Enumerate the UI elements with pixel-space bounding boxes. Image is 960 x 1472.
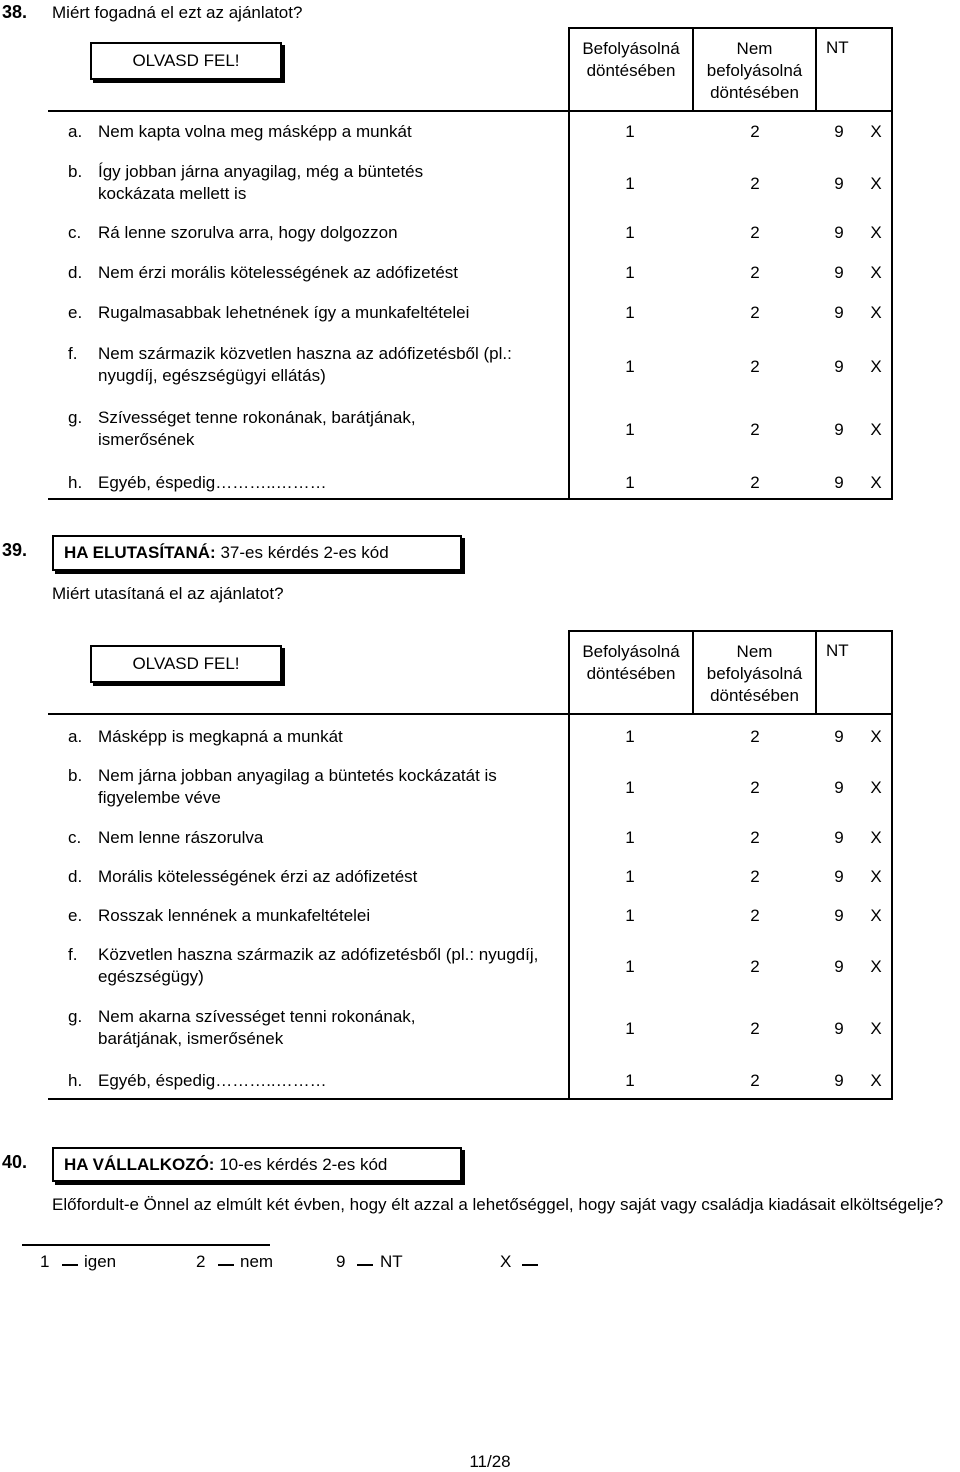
code-9[interactable]: 9 [834,263,844,282]
code-x[interactable]: X [870,357,882,376]
code-x[interactable]: X [870,1071,882,1090]
dash [357,1264,373,1266]
table-border [568,27,893,29]
list-item-letter: d. [68,867,83,886]
code-x[interactable]: X [870,867,882,886]
code-2[interactable]: 2 [750,420,760,439]
code-1[interactable]: 1 [625,867,635,886]
list-item-letter: h. [68,473,83,492]
code-2[interactable]: 2 [750,223,760,242]
code-1[interactable]: 1 [625,1071,635,1090]
code-2[interactable]: 2 [750,778,760,797]
code-2[interactable]: 2 [750,727,760,746]
code-2[interactable]: 2 [750,867,760,886]
list-item-text: Nem járna jobban anyagilag a büntetés kockázatát is figyelembe véve [98,766,497,807]
code-9[interactable]: 9 [834,174,844,193]
list-item-letter: a. [68,122,83,141]
code-x[interactable]: X [870,473,882,492]
code-x[interactable]: X [870,957,882,976]
list-item-text: Morális kötelességének érzi az adófizetést [98,867,418,886]
separator-line [22,1244,270,1246]
table-rule [48,110,893,112]
code-x[interactable]: X [870,906,882,925]
code-2[interactable]: 2 [750,957,760,976]
code-1[interactable]: 1 [625,263,635,282]
question-number: 38. [2,2,28,22]
code-1[interactable]: 1 [625,727,635,746]
list-item-letter: b. [68,162,83,181]
option-code[interactable]: X [500,1252,512,1271]
list-item-letter: e. [68,906,83,925]
code-2[interactable]: 2 [750,828,760,847]
code-2[interactable]: 2 [750,1071,760,1090]
question-text: Miért fogadná el ezt az ajánlatot? [52,3,303,22]
list-item-letter: d. [68,263,83,282]
table-divider [815,630,817,713]
filter-box [52,1147,462,1182]
code-1[interactable]: 1 [625,303,635,322]
option-label: igen [84,1252,117,1271]
code-1[interactable]: 1 [625,957,635,976]
list-item-text: Egyéb, éspedig………..……… [98,1071,327,1090]
filter-label: HA VÁLLALKOZÓ: [64,1155,215,1174]
code-9[interactable]: 9 [834,303,844,322]
list-item-text: Nem lenne rászorulva [98,828,264,847]
code-x[interactable]: X [870,828,882,847]
question-number: 40. [2,1152,28,1172]
list-item-letter: a. [68,727,83,746]
option-code[interactable]: 1 [40,1252,50,1271]
code-2[interactable]: 2 [750,263,760,282]
list-item-text: Rá lenne szorulva arra, hogy dolgozzon [98,223,398,242]
question-number: 39. [2,540,28,560]
list-item-text: Szívességet tenne rokonának, barátjának, ismerősének [98,408,416,449]
table-rule [48,498,893,500]
option-code[interactable]: 9 [336,1252,346,1271]
page-number: 11/28 [469,1452,511,1471]
table-rule [48,713,893,715]
code-1[interactable]: 1 [625,473,635,492]
code-x[interactable]: X [870,778,882,797]
code-2[interactable]: 2 [750,357,760,376]
code-x[interactable]: X [870,122,882,141]
code-2[interactable]: 2 [750,174,760,193]
code-2[interactable]: 2 [750,303,760,322]
option-code[interactable]: 2 [196,1252,206,1271]
instruction-label: OLVASD FEL! [132,51,240,70]
header-no-influence: Nem befolyásolná döntésében [706,39,803,102]
code-1[interactable]: 1 [625,174,635,193]
list-item-letter: f. [68,945,78,964]
code-2[interactable]: 2 [750,122,760,141]
code-1[interactable]: 1 [625,357,635,376]
list-item-letter: g. [68,1007,83,1026]
code-x[interactable]: X [870,223,882,242]
code-9[interactable]: 9 [834,828,844,847]
instruction-box [90,42,282,80]
option-label: NT [380,1252,403,1271]
dash [62,1264,78,1266]
code-9[interactable]: 9 [834,223,844,242]
code-1[interactable]: 1 [625,828,635,847]
list-item-letter: g. [68,408,83,427]
code-2[interactable]: 2 [750,473,760,492]
code-x[interactable]: X [870,263,882,282]
code-9[interactable]: 9 [834,122,844,141]
list-item-letter: h. [68,1071,83,1090]
code-x[interactable]: X [870,174,882,193]
table-rule [48,1098,893,1100]
table-border [568,630,893,632]
list-item-letter: c. [68,828,82,847]
code-9[interactable]: 9 [834,778,844,797]
header-influence: Befolyásolná döntésében [582,642,680,683]
code-1[interactable]: 1 [625,420,635,439]
code-9[interactable]: 9 [834,357,844,376]
list-item-text: Közvetlen haszna származik az adófizetésből (pl.: nyugdíj, egészségügy) [98,945,539,986]
list-item-text: Egyéb, éspedig………..……… [98,473,327,492]
header-nt: NT [826,38,849,57]
code-1[interactable]: 1 [625,1019,635,1038]
code-9[interactable]: 9 [834,957,844,976]
code-1[interactable]: 1 [625,906,635,925]
code-x[interactable]: X [870,303,882,322]
code-x[interactable]: X [870,420,882,439]
code-9[interactable]: 9 [834,727,844,746]
code-9[interactable]: 9 [834,867,844,886]
filter-text: 37-es kérdés 2-es kód [215,543,389,562]
code-1[interactable]: 1 [625,778,635,797]
code-9[interactable]: 9 [834,420,844,439]
table-divider [815,27,817,110]
list-item-letter: f. [68,344,78,363]
table-border [891,630,893,1100]
list-item-text: Nem akarna szívességet tenni rokonának, barátjának, ismerősének [98,1007,416,1048]
dash [218,1264,234,1266]
code-2[interactable]: 2 [750,906,760,925]
table-border [891,27,893,500]
list-item-text: Nem kapta volna meg másképp a munkát [98,122,412,141]
list-item-text: Rosszak lennének a munkafeltételei [98,906,371,925]
list-item-letter: c. [68,223,82,242]
list-item-letter: e. [68,303,83,322]
dash [522,1264,538,1266]
code-9[interactable]: 9 [834,906,844,925]
filter-box [52,535,462,571]
code-x[interactable]: X [870,727,882,746]
list-item-text: Így jobban járna anyagilag, még a büntetés kockázata mellett is [98,162,424,203]
question-text: Miért utasítaná el az ajánlatot? [52,584,284,603]
filter-label: HA ELUTASÍTANÁ: [64,543,216,562]
instruction-box [90,645,282,683]
code-9[interactable]: 9 [834,1019,844,1038]
option-label: nem [240,1252,274,1271]
question-text: Előfordult-e Önnel az elmúlt két évben, hogy élt azzal a lehetőséggel, hogy saját vagy családja kiadásait elköltségelje? [52,1195,944,1214]
filter-text: 10-es kérdés 2-es kód [214,1155,388,1174]
table-border [568,630,570,1100]
list-item-text: Nem érzi morális kötelességének az adófizetést [98,263,458,282]
code-x[interactable]: X [870,1019,882,1038]
instruction-label: OLVASD FEL! [132,654,240,673]
code-9[interactable]: 9 [834,1071,844,1090]
list-item-letter: b. [68,766,83,785]
code-9[interactable]: 9 [834,473,844,492]
code-1[interactable]: 1 [625,223,635,242]
table-border [568,27,570,500]
code-2[interactable]: 2 [750,1019,760,1038]
header-nt: NT [826,641,849,660]
list-item-text: Nem származik közvetlen haszna az adófizetésből (pl.: nyugdíj, egészségügyi ellátás) [98,344,512,385]
header-influence: Befolyásolná döntésében [582,39,680,80]
header-no-influence: Nem befolyásolná döntésében [706,642,803,705]
list-item-text: Rugalmasabbak lehetnének így a munkafeltételei [98,303,470,322]
list-item-text: Másképp is megkapná a munkát [98,727,343,746]
code-1[interactable]: 1 [625,122,635,141]
